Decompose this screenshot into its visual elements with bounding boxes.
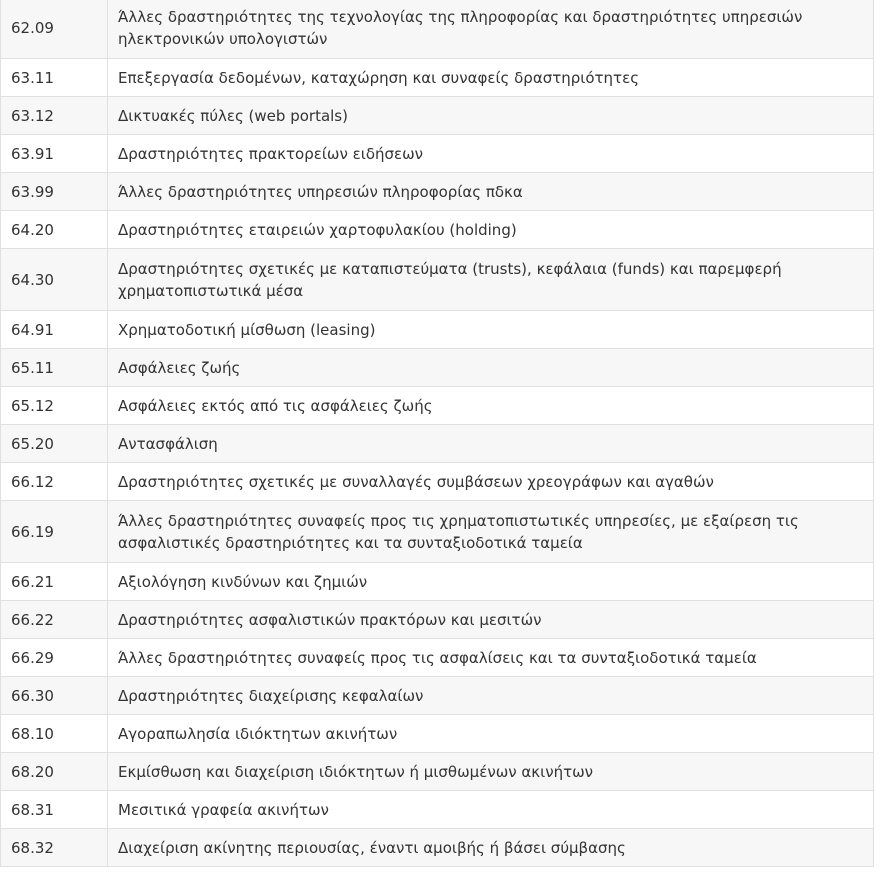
activity-code: 66.29 (1, 639, 108, 677)
activity-code: 68.10 (1, 715, 108, 753)
activity-description: Αντασφάλιση (108, 425, 874, 463)
table-row (1, 249, 874, 311)
activity-description: Δραστηριότητες σχετικές με συναλλαγές συμβάσεων χρεογράφων και αγαθών (108, 463, 874, 501)
activity-description: Άλλες δραστηριότητες συναφείς προς τις ασφαλίσεις και τα συνταξιοδοτικά ταμεία (108, 639, 874, 677)
activity-code: 64.30 (1, 249, 108, 311)
table-row (1, 563, 874, 601)
activity-description: Δραστηριότητες σχετικές με καταπιστεύματα (trusts), κεφάλαια (funds) και παρεμφερή χρηματοπιστωτικά μέσα (108, 249, 874, 311)
activity-code: 63.11 (1, 59, 108, 97)
activity-code: 68.20 (1, 753, 108, 791)
table-row (1, 791, 874, 829)
table-row (1, 311, 874, 349)
table-row (1, 639, 874, 677)
activity-code: 66.30 (1, 677, 108, 715)
activity-description: Άλλες δραστηριότητες υπηρεσιών πληροφορίας πδκα (108, 173, 874, 211)
activity-code: 64.20 (1, 211, 108, 249)
table-row (1, 425, 874, 463)
activity-code: 66.12 (1, 463, 108, 501)
activity-description: Διαχείριση ακίνητης περιουσίας, έναντι αμοιβής ή βάσει σύμβασης (108, 829, 874, 867)
activity-description: Εκμίσθωση και διαχείριση ιδιόκτητων ή μισθωμένων ακινήτων (108, 753, 874, 791)
activity-description: Δραστηριότητες ασφαλιστικών πρακτόρων και μεσιτών (108, 601, 874, 639)
table-row (1, 173, 874, 211)
table-row (1, 211, 874, 249)
activity-code: 63.12 (1, 97, 108, 135)
activity-code: 63.91 (1, 135, 108, 173)
table-row (1, 463, 874, 501)
activity-description: Αγοραπωλησία ιδιόκτητων ακινήτων (108, 715, 874, 753)
activity-description: Δικτυακές πύλες (web portals) (108, 97, 874, 135)
activity-description: Επεξεργασία δεδομένων, καταχώρηση και συναφείς δραστηριότητες (108, 59, 874, 97)
activity-code: 68.32 (1, 829, 108, 867)
activity-code: 65.11 (1, 349, 108, 387)
table-row (1, 601, 874, 639)
activity-description: Ασφάλειες ζωής (108, 349, 874, 387)
activity-code: 65.12 (1, 387, 108, 425)
table-row (1, 349, 874, 387)
activity-description: Χρηματοδοτική μίσθωση (leasing) (108, 311, 874, 349)
table-row (1, 59, 874, 97)
activity-description: Μεσιτικά γραφεία ακινήτων (108, 791, 874, 829)
table-row (1, 97, 874, 135)
activity-description: Άλλες δραστηριότητες συναφείς προς τις χρηματοπιστωτικές υπηρεσίες, με εξαίρεση τις ασφαλιστικές δραστηριότητες και τα συνταξιοδοτικά ταμεία (108, 501, 874, 563)
activity-code: 64.91 (1, 311, 108, 349)
activity-description: Άλλες δραστηριότητες της τεχνολογίας της πληροφορίας και δραστηριότητες υπηρεσιών ηλεκτρονικών υπολογιστών (108, 0, 874, 59)
activity-description: Αξιολόγηση κινδύνων και ζημιών (108, 563, 874, 601)
activity-code: 66.19 (1, 501, 108, 563)
table-row (1, 387, 874, 425)
activity-description: Ασφάλειες εκτός από τις ασφάλειες ζωής (108, 387, 874, 425)
activity-code: 65.20 (1, 425, 108, 463)
activity-code: 66.22 (1, 601, 108, 639)
activity-code: 63.99 (1, 173, 108, 211)
table-row (1, 135, 874, 173)
table-row (1, 677, 874, 715)
table-row (1, 0, 874, 59)
table-row (1, 753, 874, 791)
table-row (1, 501, 874, 563)
activity-description: Δραστηριότητες εταιρειών χαρτοφυλακίου (holding) (108, 211, 874, 249)
activity-code: 62.09 (1, 0, 108, 59)
activity-description: Δραστηριότητες διαχείρισης κεφαλαίων (108, 677, 874, 715)
activity-code: 68.31 (1, 791, 108, 829)
table-row (1, 829, 874, 867)
table-row (1, 715, 874, 753)
activity-code: 66.21 (1, 563, 108, 601)
activity-description: Δραστηριότητες πρακτορείων ειδήσεων (108, 135, 874, 173)
